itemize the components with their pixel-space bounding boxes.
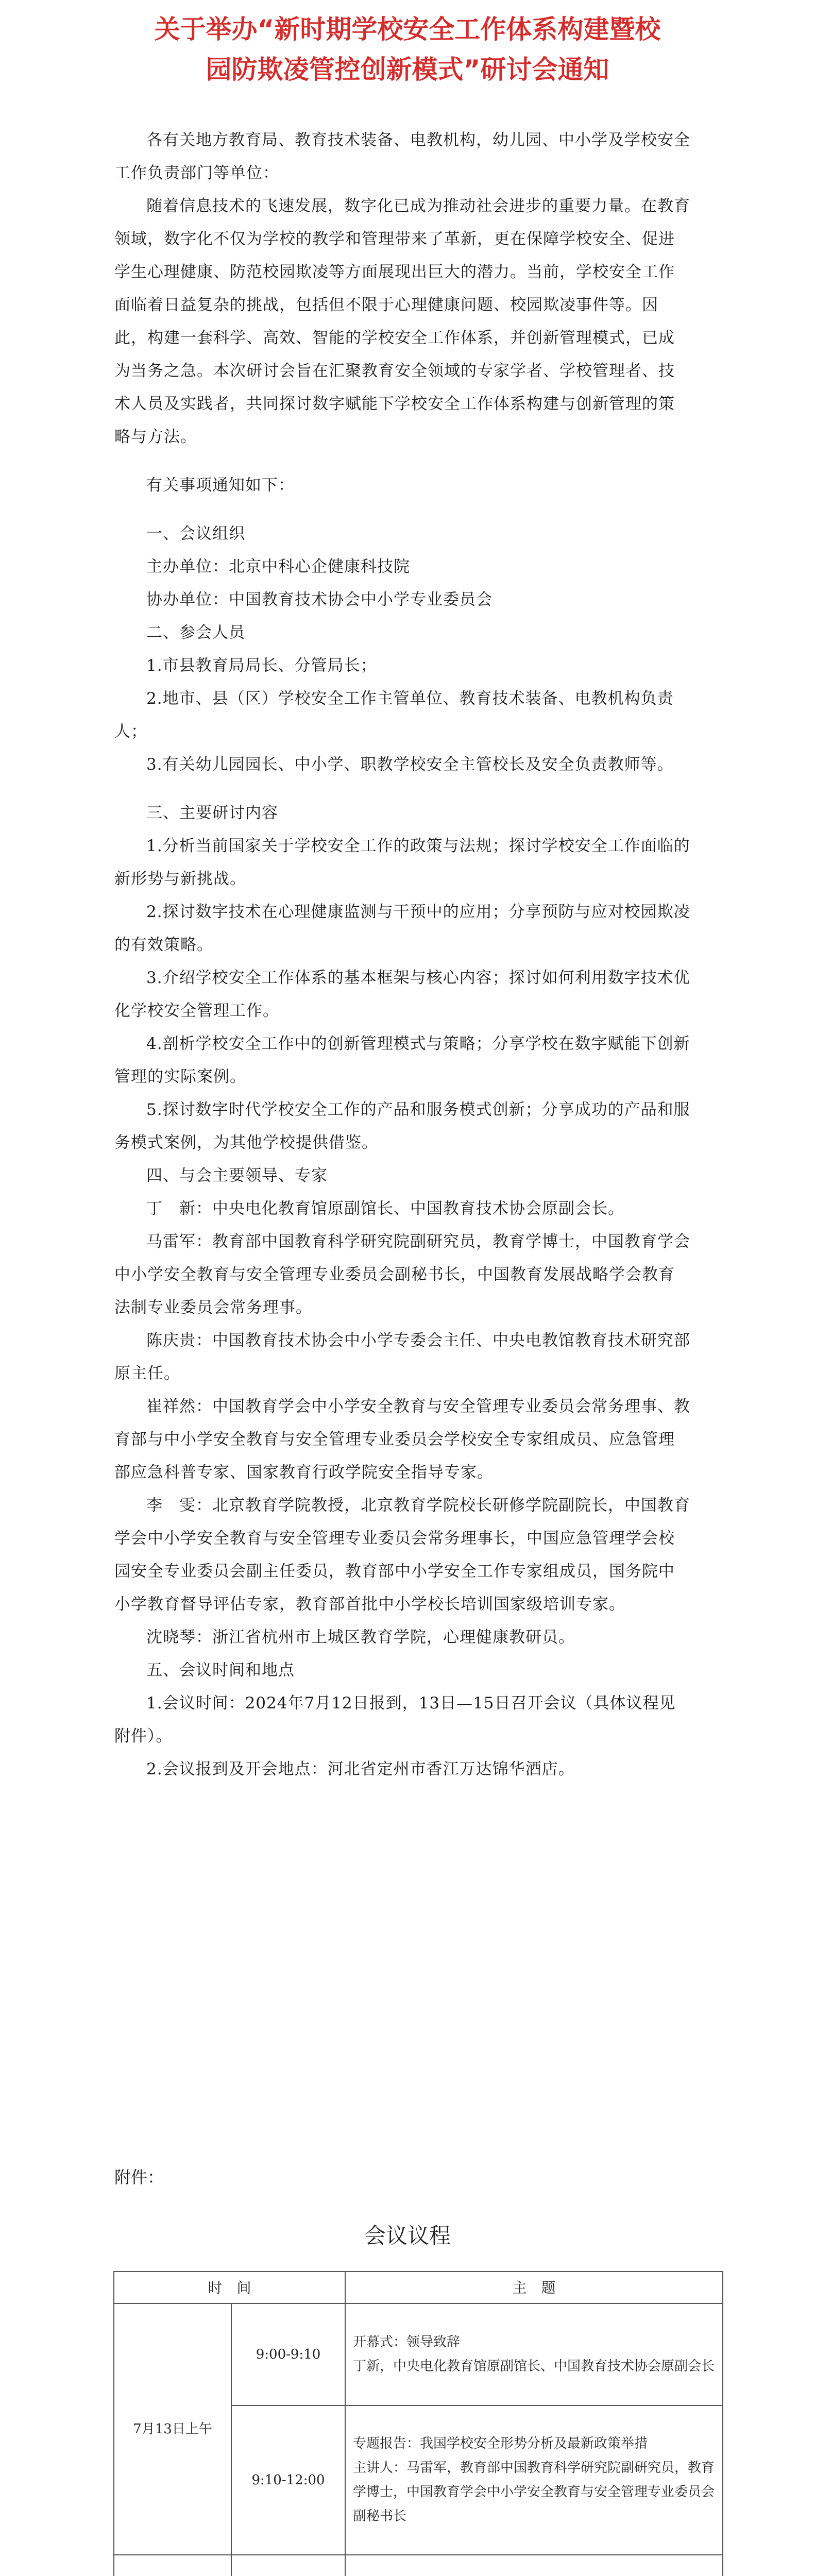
list-item: 3.介绍学校安全工作体系的基本框架与核心内容；探讨如何利用数字技术优化学校安全管理工作。 — [114, 969, 690, 1020]
section-heading: 二、参会人员 — [146, 623, 245, 642]
expert-entry: 陈庆贵：中国教育技术协会中小学专委会主任、中央电教馆教育技术研究部原主任。 — [114, 1331, 690, 1383]
list-item: 3.有关幼儿园园长、中小学、职教学校安全主管校长及安全负责教师等。 — [146, 755, 674, 774]
expert-entry: 马雷军：教育部中国教育科学研究院副研究员，教育学博士，中国教育学会中小学安全教育与安全管理专业委员会副秘书长，中国教育发展战略学会教育法制专业委员会常务理事。 — [114, 1232, 690, 1317]
schedule-title: 会议议程 — [364, 2223, 451, 2248]
list-item: 2.地市、县（区）学校安全工作主管单位、教育技术装备、电教机构负责人； — [114, 689, 674, 741]
schedule-table — [113, 2271, 723, 2576]
list-item: 1.分析当前国家关于学校安全工作的政策与法规；探讨学校安全工作面临的新形势与新挑战。 — [114, 837, 690, 888]
title-line-1: 关于举办“新时期学校安全工作体系构建暨校 — [154, 14, 661, 44]
section-heading: 四、与会主要领导、专家 — [146, 1166, 328, 1185]
table-row — [114, 2555, 723, 2576]
topic-line: 专题报告：我国学校安全形势分析及最新政策举措 — [353, 2436, 648, 2451]
co-organizer: 协办单位：中国教育技术协会中小学专业委员会 — [146, 590, 493, 609]
paragraph: 有关事项通知如下： — [146, 476, 295, 495]
time-cell: 9:00-9:10 — [231, 2303, 345, 2405]
list-item: 2.探讨数字技术在心理健康监测与干预中的应用；分享预防与应对校园欺凌的有效策略。 — [114, 903, 690, 954]
list-item: 4.剖析学校安全工作中的创新管理模式与策略；分享学校在数字赋能下创新管理的实际案例。 — [114, 1035, 690, 1086]
expert-entry: 崔祥然：中国教育学会中小学安全教育与安全管理专业委员会常务理事、教育部与中小学安全教育与安全管理专业委员会学校安全专家组成员、应急管理部应急科普专家、国家教育行政学院安全指导专家。 — [114, 1397, 690, 1482]
topic-cell — [345, 2555, 723, 2576]
salutation: 各有关地方教育局、教育技术装备、电教机构，幼儿园、中小学及学校安全工作负责部门等单位： — [114, 131, 690, 182]
organizer: 主办单位：北京中科心企健康科技院 — [146, 557, 410, 576]
time-cell — [231, 2555, 345, 2576]
notice-body — [114, 124, 690, 1786]
attachment-label: 附件： — [114, 2167, 164, 2187]
list-item: 1.会议时间：2024年7月12日报到，13日—15日召开会议（具体议程见附件）。 — [114, 1694, 676, 1745]
page-title — [0, 9, 815, 90]
date-cell — [114, 2555, 231, 2576]
expert-entry: 丁 新：中央电化教育馆原副馆长、中国教育技术协会原副会长。 — [146, 1199, 624, 1218]
expert-entry: 李 雯：北京教育学院教授，北京教育学院校长研修学院副院长，中国教育学会中小学安全教育与安全管理专业委员会常务理事长，中国应急管理学会校园安全专业委员会副主任委员，教育部中小学安全工作专家组成员，国务院中小学教育督导评估专家，教育部首批中小学校长培训国家级培训专家。 — [114, 1496, 690, 1614]
date-cell: 7月13日上午 — [114, 2303, 231, 2555]
list-item: 5.探讨数字时代学校安全工作的产品和服务模式创新；分享成功的产品和服务模式案例，为其他学校提供借鉴。 — [114, 1100, 690, 1152]
topic-line: 丁新，中央电化教育馆原副馆长、中国教育技术协会原副会长 — [353, 2359, 715, 2374]
time-cell: 9:10-12:00 — [231, 2405, 345, 2555]
section-heading: 一、会议组织 — [146, 524, 245, 543]
column-header-time: 时 间 — [114, 2272, 345, 2303]
topic-cell — [345, 2303, 723, 2405]
section-heading: 三、主要研讨内容 — [146, 804, 278, 822]
column-header-topic: 主 题 — [345, 2272, 723, 2303]
table-header-row — [114, 2272, 723, 2303]
topic-line: 主讲人：马雷军，教育部中国教育科学研究院副研究员，教育学博士，中国教育学会中小学安全教育与安全管理专业委员会副秘书长 — [353, 2460, 715, 2524]
section-heading: 五、会议时间和地点 — [146, 1661, 295, 1680]
paragraph: 随着信息技术的飞速发展，数字化已成为推动社会进步的重要力量。在教育领域，数字化不仅为学校的教学和管理带来了革新，更在保障学校安全、促进学生心理健康、防范校园欺凌等方面展现出巨大的潜力。当前，学校安全工作面临着日益复杂的挑战，包括但不限于心理健康问题、校园欺凌事件等。因此，构建一套科学、高效、智能的学校安全工作体系，并创新管理模式，已成为当务之急。本次研讨会旨在汇聚教育安全领域的专家学者、学校管理者、技术人员及实践者，共同探讨数字赋能下学校安全工作体系构建与创新管理的策略与方法。 — [114, 197, 690, 446]
title-line-2: 园防欺凌管控创新模式”研讨会通知 — [206, 55, 609, 84]
expert-entry: 沈晓琴：浙江省杭州市上城区教育学院，心理健康教研员。 — [146, 1628, 575, 1647]
topic-cell — [345, 2405, 723, 2555]
list-item: 2.会议报到及开会地点：河北省定州市香江万达锦华酒店。 — [146, 1760, 575, 1778]
topic-line: 开幕式：领导致辞 — [353, 2334, 461, 2350]
table-row — [114, 2303, 723, 2405]
list-item: 1.市县教育局局长、分管局长； — [146, 656, 377, 675]
